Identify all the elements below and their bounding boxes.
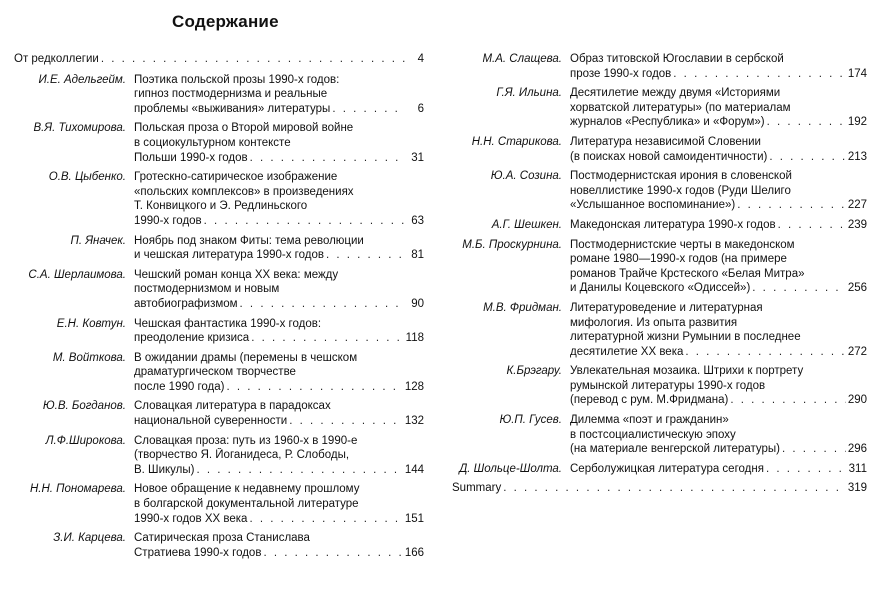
toc-title-line: 1990-х годов XX века <box>134 512 248 525</box>
toc-author: М.А. Слащева. <box>482 53 562 65</box>
toc-leader-dots <box>673 67 846 82</box>
toc-entry <box>452 86 867 130</box>
toc-page-number: 227 <box>847 199 867 212</box>
toc-page-number: 166 <box>404 546 424 559</box>
toc-title-block <box>134 482 424 526</box>
toc-title-line: (в поисках новой самоидентичности) <box>570 150 768 163</box>
toc-leader-dots <box>226 380 402 395</box>
toc-leader-dots <box>737 198 846 213</box>
toc-entry <box>452 52 867 81</box>
toc-author: Ю.А. Созина. <box>490 170 562 183</box>
toc-title-line: Чешский роман конца XX века: между <box>134 268 339 281</box>
toc-author: М. Войткова. <box>52 351 126 364</box>
toc-entry <box>14 399 424 428</box>
toc-entry <box>14 317 424 346</box>
toc-page-number: 128 <box>404 380 424 393</box>
toc-entry <box>452 364 867 408</box>
toc-title-line: постмодернизмом и новым <box>134 283 280 296</box>
toc-title-block <box>134 351 424 395</box>
toc-title-line: В ожидании драмы (перемены в чешском <box>134 351 358 364</box>
toc-entry <box>452 301 867 359</box>
toc-title-last-line <box>134 414 424 429</box>
toc-title-line: новеллистике 1990-х годов (Руди Шелиго <box>570 184 791 197</box>
toc-title-line: литературной жизни Румынии в последнее <box>570 331 801 344</box>
toc-leader-dots <box>685 345 845 360</box>
toc-author: Ю.В. Богданов. <box>42 400 126 413</box>
toc-left-column <box>14 52 424 560</box>
toc-leader-dots <box>251 331 403 346</box>
toc-title-line: гипноз постмодернизма и реальные <box>134 88 328 101</box>
toc-title-line: Образ титовской Югославии в сербской <box>570 53 784 65</box>
toc-title-line: прозе 1990-х годов <box>570 67 672 80</box>
toc-title-block <box>570 218 867 233</box>
toc-title-line: Увлекательная мозаика. Штрихи к портрету <box>570 365 804 378</box>
toc-page-number: 132 <box>404 415 424 428</box>
toc-title-line: (на материале венгерской литературы) <box>570 443 780 456</box>
toc-page-number: 6 <box>417 102 424 115</box>
toc-title-line: Литература независимой Словении <box>570 135 761 148</box>
toc-leader-dots <box>263 546 402 561</box>
toc-page-number: 118 <box>405 332 424 345</box>
toc-author: Н.Н. Старикова. <box>471 135 562 148</box>
toc-leader-dots <box>778 218 846 233</box>
toc-page-number: 174 <box>847 67 867 80</box>
toc-entry <box>14 531 424 560</box>
toc-title-line: Литературоведение и литературная <box>570 301 763 314</box>
toc-title-line: «польских комплексов» в произведениях <box>134 185 354 198</box>
toc-title-line: В. Шикулы) <box>134 463 195 476</box>
toc-entry <box>452 218 867 233</box>
toc-author: И.Е. Адельгейм. <box>38 73 126 86</box>
toc-title-line: Ноябрь под знаком Фиты: тема революции <box>134 234 364 247</box>
toc-title-block <box>570 86 867 130</box>
toc-entry <box>14 482 424 526</box>
toc-author: С.А. Шерлаимова. <box>28 268 126 281</box>
toc-title-block <box>570 301 867 359</box>
toc-title-last-line <box>570 393 867 408</box>
toc-title-line: Т. Конвицкого и Э. Редлиньского <box>134 200 308 213</box>
toc-title-line: (творчество Я. Йоганидеса, Р. Слободы, <box>134 449 350 462</box>
toc-title-last-line <box>134 463 424 478</box>
toc-title-block <box>134 73 424 117</box>
toc-leader-dots <box>752 281 846 296</box>
toc-title-line: Поэтика польской прозы 1990-х годов: <box>134 73 340 86</box>
toc-title-line: Постмодернистские черты в македонском <box>570 238 795 251</box>
toc-leader-dots <box>767 115 846 130</box>
toc-author: М.Б. Проскурнина. <box>462 238 562 251</box>
toc-title-line: национальной суверенности <box>134 415 288 428</box>
toc-author: Ю.П. Гусев. <box>499 414 562 427</box>
toc-page-number: 319 <box>847 482 867 495</box>
toc-entry <box>14 234 424 263</box>
toc-title-block <box>570 462 867 477</box>
toc-title-last-line <box>570 115 867 130</box>
toc-title-line: Новое обращение к недавнему прошлому <box>134 483 360 496</box>
toc-entry <box>14 121 424 165</box>
toc-title-line: в социокультурном контексте <box>134 136 291 149</box>
toc-title-line: Польши 1990-х годов <box>134 151 248 164</box>
toc-title-block <box>570 413 867 457</box>
toc-title-block <box>14 52 424 67</box>
toc-page-number: 63 <box>411 214 424 227</box>
toc-leader-dots <box>766 462 847 477</box>
toc-title-line: журналов «Республика» и «Форум») <box>570 116 765 129</box>
toc-page-number: 4 <box>417 53 424 65</box>
toc-author: А.Г. Шешкен. <box>491 218 562 231</box>
toc-title-line: Дилемма «поэт и гражданин» <box>570 414 729 427</box>
toc-page-number: 256 <box>847 282 867 295</box>
toc-entry <box>452 169 867 213</box>
toc-leader-dots <box>503 481 846 496</box>
toc-page-number: 239 <box>847 218 867 231</box>
toc-entry <box>14 434 424 478</box>
toc-entry <box>14 52 424 67</box>
toc-title-last-line <box>570 281 867 296</box>
toc-title-last-line <box>570 218 867 233</box>
toc-title-line: Десятилетие между двумя «Историями <box>570 87 781 100</box>
toc-leader-dots <box>249 512 402 527</box>
toc-title-line: Серболужицкая литература сегодня <box>570 462 764 475</box>
toc-leader-dots <box>204 214 406 229</box>
toc-author: П. Яначек. <box>70 234 126 247</box>
toc-title-block <box>570 169 867 213</box>
toc-leader-dots <box>326 248 406 263</box>
toc-leader-dots <box>769 150 845 165</box>
toc-page-number: 90 <box>411 297 424 310</box>
toc-leader-dots <box>730 393 845 408</box>
toc-title-line: и Данилы Коцевского «Одиссей») <box>570 282 751 295</box>
toc-title-line: «Услышанное воспоминание») <box>570 199 736 212</box>
toc-page-number: 290 <box>847 394 867 407</box>
toc-title-line: и чешская литература 1990-х годов <box>134 249 324 262</box>
toc-title-block <box>134 399 424 428</box>
toc-entry <box>452 481 867 496</box>
toc-leader-dots <box>240 297 406 312</box>
toc-author: Д. Шольце-Шолта. <box>459 462 562 475</box>
toc-author: М.В. Фридман. <box>483 301 562 314</box>
toc-title-block <box>570 238 867 296</box>
toc-title-last-line <box>570 442 867 457</box>
toc-title-block <box>570 135 867 164</box>
toc-entry <box>452 238 867 296</box>
toc-title-line: проблемы «выживания» литературы <box>134 102 331 115</box>
toc-title-line: в постсоциалистическую эпоху <box>570 428 736 441</box>
toc-title-block <box>134 121 424 165</box>
toc-title-line: хорватской литературы» (по материалам <box>570 101 791 114</box>
toc-title-line: От редколлегии <box>14 53 99 65</box>
toc-title-block <box>134 531 424 560</box>
toc-title-line: десятилетие XX века <box>570 345 684 358</box>
toc-title-block <box>570 364 867 408</box>
toc-title-block <box>570 52 867 81</box>
toc-page-number: 311 <box>848 462 867 475</box>
toc-title-last-line <box>134 214 424 229</box>
toc-title-line: драматургическом творчестве <box>134 366 296 379</box>
toc-page-number: 31 <box>411 151 424 164</box>
toc-title-last-line <box>570 345 867 360</box>
toc-title-line: румынской литературы 1990-х годов <box>570 379 766 392</box>
toc-title-line: мифология. Из опыта развития <box>570 316 738 329</box>
toc-title-line: романе 1980—1990-х годов (на примере <box>570 253 787 266</box>
toc-title-line: Словацкая проза: путь из 1960-х в 1990-е <box>134 434 358 447</box>
toc-leader-dots <box>332 102 406 117</box>
toc-title-last-line <box>570 150 867 165</box>
toc-right-column <box>452 52 867 496</box>
toc-title-last-line <box>452 481 867 496</box>
toc-title-block <box>134 234 424 263</box>
toc-title-last-line <box>570 67 867 82</box>
toc-title-line: Словацкая литература в парадоксах <box>134 400 331 413</box>
toc-title-block <box>134 434 424 478</box>
toc-title-line: Чешская фантастика 1990-х годов: <box>134 317 322 330</box>
page-title: Содержание <box>172 12 279 31</box>
toc-leader-dots <box>782 442 846 457</box>
toc-page-number: 151 <box>404 512 424 525</box>
toc-title-last-line <box>134 102 424 117</box>
toc-author: Л.Ф.Широкова. <box>45 434 126 447</box>
toc-leader-dots <box>289 414 403 429</box>
toc-title-last-line <box>14 52 424 67</box>
toc-entry <box>14 351 424 395</box>
toc-title-line: 1990-х годов <box>134 214 202 227</box>
toc-title-line: Сатирическая проза Станислава <box>134 532 310 545</box>
toc-title-last-line <box>134 151 424 166</box>
toc-title-block <box>134 317 424 346</box>
toc-title-last-line <box>134 297 424 312</box>
toc-title-line: преодоление кризиса <box>134 332 250 345</box>
toc-title-line: Summary <box>452 482 502 495</box>
toc-title-block <box>134 170 424 228</box>
toc-entry <box>452 135 867 164</box>
toc-title-line: Постмодернистская ирония в словенской <box>570 170 792 183</box>
toc-page-number: 81 <box>411 249 424 262</box>
toc-title-last-line <box>134 331 424 346</box>
toc-title-last-line <box>134 512 424 527</box>
toc-title-line: романов Трайче Крстеского «Белая Митра» <box>570 267 805 280</box>
toc-title-last-line <box>570 462 867 477</box>
toc-title-block <box>452 481 867 496</box>
toc-entry <box>14 170 424 228</box>
toc-title-line: автобиографизмом <box>134 297 238 310</box>
toc-title-last-line <box>134 380 424 395</box>
toc-page-number: 272 <box>847 345 867 358</box>
toc-title-last-line <box>134 248 424 263</box>
toc-title-line: Македонская литература 1990-х годов <box>570 218 776 231</box>
toc-page-number: 296 <box>847 443 867 456</box>
toc-author: Г.Я. Ильина. <box>496 87 562 100</box>
toc-author: О.В. Цыбенко. <box>48 171 126 184</box>
toc-author: В.Я. Тихомирова. <box>33 122 126 135</box>
toc-title-line: Польская проза о Второй мировой войне <box>134 122 354 135</box>
toc-entry <box>14 268 424 312</box>
toc-title-block <box>134 268 424 312</box>
toc-author: К.Брэгару. <box>506 365 562 378</box>
toc-author: Е.Н. Ковтун. <box>56 317 126 330</box>
toc-title-line: (перевод с рум. М.Фридмана) <box>570 394 729 407</box>
toc-title-line: Гротескно-сатирическое изображение <box>134 171 338 184</box>
toc-leader-dots <box>250 151 406 166</box>
toc-author: Н.Н. Пономарева. <box>29 483 126 496</box>
toc-title-last-line <box>570 198 867 213</box>
toc-title-line: Стратиева 1990-х годов <box>134 546 262 559</box>
toc-title-line: после 1990 года) <box>134 380 225 393</box>
toc-page-number: 144 <box>404 463 424 476</box>
toc-page-number: 192 <box>847 116 867 129</box>
toc-title-line: в болгарской документальной литературе <box>134 498 359 511</box>
toc-entry <box>452 462 867 477</box>
toc-entry <box>14 73 424 117</box>
toc-entry <box>452 413 867 457</box>
toc-author: З.И. Карцева. <box>53 532 126 545</box>
toc-leader-dots <box>197 463 403 478</box>
toc-leader-dots <box>101 52 406 67</box>
toc-page-number: 213 <box>847 150 867 163</box>
toc-title-last-line <box>134 546 424 561</box>
